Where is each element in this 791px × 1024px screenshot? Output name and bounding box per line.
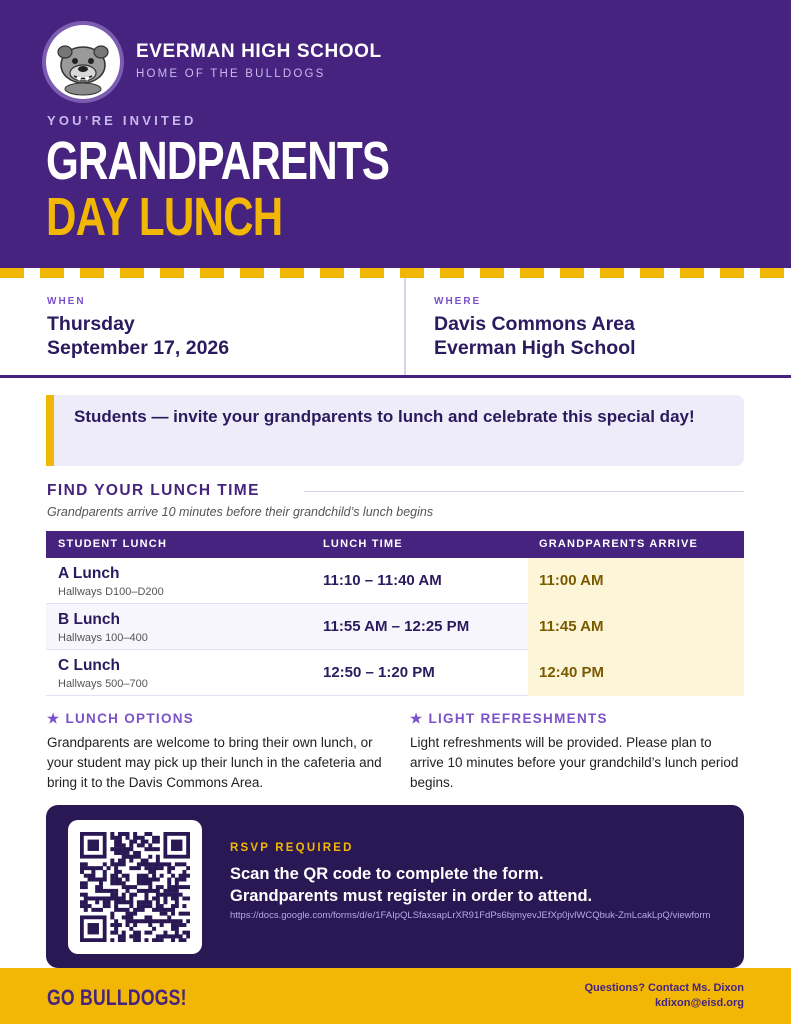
refreshments-text: Light refreshments will be provided. Please plan to arrive 10 minutes before your grandchild’s lunch period begins. <box>410 735 739 790</box>
gold-stripe-divider <box>0 268 791 278</box>
details-divider <box>404 278 406 375</box>
where-place: Davis Commons Area <box>434 313 635 335</box>
table-row <box>46 558 744 604</box>
rsvp-instructions <box>230 863 730 907</box>
lunch-name: C Lunch <box>58 657 120 674</box>
table-row <box>46 650 744 696</box>
school-logo <box>42 21 124 103</box>
rsvp-form-link[interactable]: https://docs.google.com/forms/d/e/1FAIpQLSfaxsapLrXR91FdPs6bjmyevJEfXp0jvlWCQbuk-ZmLcakLpQ/viewform <box>230 910 711 921</box>
rsvp-line2: Grandparents must register in order to attend. <box>230 887 593 905</box>
footer-bar <box>0 968 791 1024</box>
column-header-lunch-time: LUNCH TIME <box>323 538 403 550</box>
lunch-time: 12:50 – 1:20 PM <box>323 664 435 681</box>
lunch-hallways: Hallways 100–400 <box>58 632 148 644</box>
school-name: EVERMAN HIGH SCHOOL <box>136 41 382 62</box>
arrive-time: 12:40 PM <box>539 664 605 681</box>
lunch-time: 11:55 AM – 12:25 PM <box>323 618 470 635</box>
contact-line: Questions? Contact Ms. Dixon <box>584 982 744 994</box>
when-label: WHEN <box>47 296 86 307</box>
bulldog-mascot-icon <box>46 25 120 99</box>
column-header-student-lunch: STUDENT LUNCH <box>58 538 168 550</box>
invited-label: YOU’RE INVITED <box>47 113 197 128</box>
contact-email[interactable]: kdixon@eisd.org <box>655 997 744 1009</box>
lunch-name: A Lunch <box>58 565 120 582</box>
rsvp-panel <box>46 805 744 968</box>
where-label: WHERE <box>434 296 482 307</box>
lunch-hallways: Hallways 500–700 <box>58 678 148 690</box>
rsvp-label: RSVP REQUIRED <box>230 842 354 854</box>
callout-text: Students — invite your grandparents to lunch and celebrate this special day! <box>74 407 695 426</box>
heading-rule <box>304 491 744 492</box>
arrive-time: 11:45 AM <box>539 618 604 635</box>
refreshments-heading: ★ LIGHT REFRESHMENTS <box>410 711 608 726</box>
rsvp-line1: Scan the QR code to complete the form. <box>230 865 544 883</box>
school-tagline: HOME OF THE BULLDOGS <box>136 68 326 80</box>
when-day: Thursday <box>47 313 135 335</box>
lunch-schedule-table <box>46 531 744 696</box>
where-school: Everman High School <box>434 337 636 359</box>
lunch-hallways: Hallways D100–D200 <box>58 586 164 598</box>
when-date: September 17, 2026 <box>47 337 230 359</box>
column-header-grandparents-arrive: GRANDPARENTS ARRIVE <box>539 538 699 550</box>
footer-slogan: GO BULLDOGS! <box>47 985 187 1010</box>
event-title-line2: DAY LUNCH <box>46 187 283 247</box>
qr-code-card[interactable] <box>68 820 202 954</box>
header-banner <box>0 0 791 268</box>
lunch-options-text: Grandparents are welcome to bring their own lunch, or your student may pick up their lunch in the cafeteria and bring it to the Davis Commons Area. <box>47 735 382 790</box>
student-callout <box>46 395 744 466</box>
contact-info <box>584 981 744 1011</box>
lunch-options-heading: ★ LUNCH OPTIONS <box>47 711 195 726</box>
event-details <box>0 278 791 378</box>
lunch-time-heading: FIND YOUR LUNCH TIME <box>47 482 260 499</box>
lunch-time-subtitle: Grandparents arrive 10 minutes before their grandchild’s lunch begins <box>47 505 434 519</box>
qr-code-icon[interactable] <box>80 832 190 942</box>
event-title-line1: GRANDPARENTS <box>46 131 390 191</box>
lunch-name: B Lunch <box>58 611 120 628</box>
lunch-time: 11:10 – 11:40 AM <box>323 572 442 589</box>
table-header <box>46 531 744 558</box>
arrive-time: 11:00 AM <box>539 572 604 589</box>
table-row <box>46 604 744 650</box>
